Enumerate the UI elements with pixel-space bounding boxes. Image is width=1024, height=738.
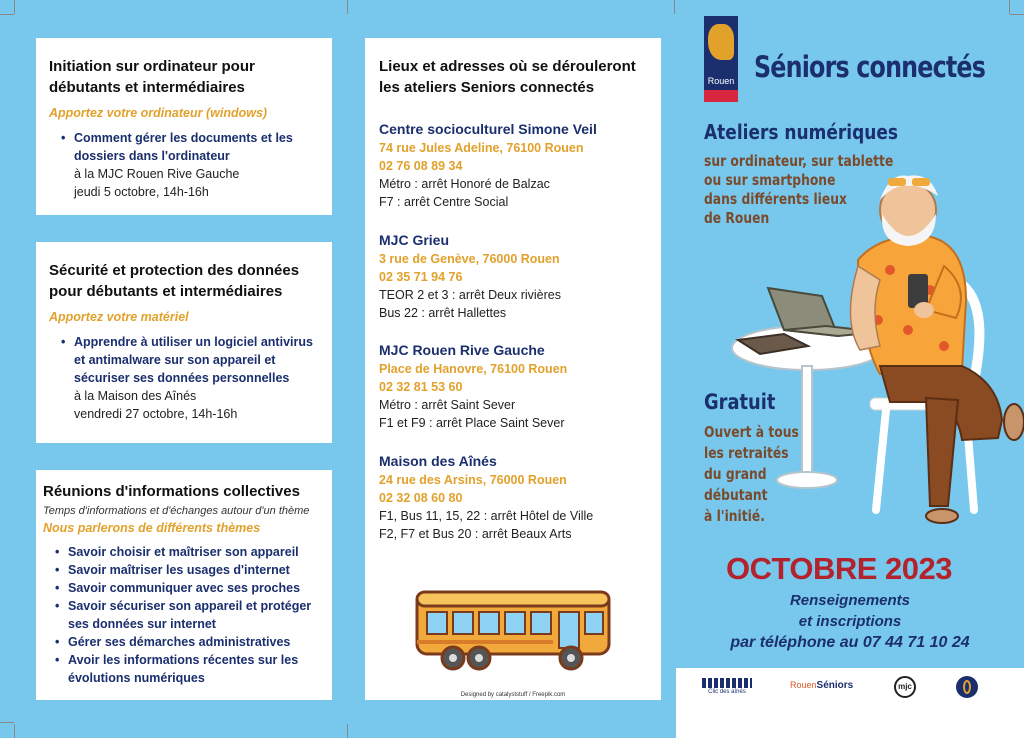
venue-phone: 02 76 08 89 34 — [379, 159, 463, 173]
venue-name: Maison des Aînés — [379, 453, 497, 469]
clic-text: Clic des aînés — [708, 689, 746, 695]
list-item: • Comment gérer les documents et les dossiers dans l'ordinateur — [61, 129, 319, 165]
venue-name: Centre socioculturel Simone Veil — [379, 121, 597, 137]
bus-illustration — [413, 586, 615, 672]
venue-transport: Métro : arrêt Saint Sever — [379, 398, 516, 412]
ateliers-heading: Ateliers numériques — [704, 120, 898, 144]
registration-line: et inscriptions — [798, 613, 902, 630]
list-item: • Savoir communiquer avec ses proches — [55, 579, 326, 597]
list-item: • Apprendre à utiliser un logiciel antivirus et antimalware sur son appareil et sécuriser ses données personnelles — [61, 333, 319, 387]
venue-block — [379, 451, 647, 543]
audience-line: à l'initié. — [704, 507, 765, 525]
mjc-logo: mjc — [894, 676, 916, 698]
card-place: à la MJC Rouen Rive Gauche — [74, 167, 240, 181]
crop-mark — [0, 14, 14, 15]
description-line: dans différents lieux — [704, 190, 847, 208]
card-place: à la Maison des Aînés — [74, 389, 197, 403]
rouen-seniors-text-a: Rouen — [790, 680, 817, 690]
workshop-card-security — [36, 242, 332, 443]
card-note: Temps d'informations et d'échanges autour d'un thème — [43, 505, 310, 517]
venues-title: Lieux et adresses où se dérouleront les ateliers Seniors connectés — [379, 58, 636, 96]
partner-logos — [676, 668, 1024, 738]
card-title: Initiation sur ordinateur pour débutants et intermédiaires — [49, 58, 255, 96]
rouen-logo — [704, 16, 738, 102]
card-date: vendredi 27 octobre, 14h-16h — [74, 407, 238, 421]
description-line: de Rouen — [704, 209, 770, 227]
venue-transport: F7 : arrêt Centre Social — [379, 195, 509, 209]
logo-text: Rouen — [707, 76, 735, 86]
workshop-card-computer — [36, 38, 332, 215]
venue-phone: 02 32 81 53 60 — [379, 380, 463, 394]
registration-line: Renseignements — [789, 592, 911, 609]
audience-text — [704, 422, 799, 527]
card-subtitle: Apportez votre matériel — [49, 310, 189, 324]
card-title: Réunions d'informations collectives — [43, 483, 300, 500]
illustration-credit: Designed by catalyststuff / Freepik.com — [460, 692, 566, 698]
venue-transport: F1, Bus 11, 15, 22 : arrêt Hôtel de Ville — [379, 509, 594, 523]
list-item: • Avoir les informations récentes sur les évolutions numériques — [55, 651, 326, 687]
venue-block — [379, 119, 647, 211]
description-line: ou sur smartphone — [704, 171, 836, 189]
venues-card — [365, 38, 661, 700]
month-heading: OCTOBRE 2023 — [726, 551, 953, 586]
page-title: Séniors connectés — [754, 50, 986, 84]
venue-address: 3 rue de Genève, 76000 Rouen — [379, 252, 560, 266]
crop-mark — [347, 724, 348, 738]
rouen-seniors-text-b: Séniors — [816, 680, 854, 691]
info-meetings-card — [36, 470, 332, 700]
venue-name: MJC Rouen Rive Gauche — [379, 342, 545, 358]
card-date: jeudi 5 octobre, 14h-16h — [74, 185, 209, 199]
crop-mark — [14, 0, 15, 14]
venue-address: 24 rue des Arsins, 76000 Rouen — [379, 473, 567, 487]
venue-phone: 02 35 71 94 76 — [379, 270, 463, 284]
venue-address: 74 rue Jules Adeline, 76100 Rouen — [379, 141, 584, 155]
logo-red-band — [704, 90, 738, 102]
venue-transport: F2, F7 et Bus 20 : arrêt Beaux Arts — [379, 527, 572, 541]
people-icon — [702, 678, 752, 688]
card-subtitle: Apportez votre ordinateur (windows) — [49, 106, 268, 120]
venue-name: MJC Grieu — [379, 232, 450, 248]
crop-mark — [14, 724, 15, 738]
venue-transport: TEOR 2 et 3 : arrêt Deux rivières — [379, 288, 562, 302]
list-item: • Savoir sécuriser son appareil et protéger ses données sur internet — [55, 597, 326, 633]
audience-line: Ouvert à tous — [704, 423, 799, 441]
audience-line: débutant — [704, 486, 768, 504]
cover-panel — [676, 0, 1024, 738]
card-subtitle: Nous parlerons de différents thèmes — [43, 521, 261, 535]
venue-phone: 02 32 08 60 80 — [379, 491, 463, 505]
venue-block — [379, 230, 647, 322]
crop-mark — [674, 0, 675, 14]
rouen-seniors-logo — [790, 680, 853, 691]
ring-icon — [963, 680, 971, 694]
crop-mark — [0, 722, 14, 723]
list-item: • Savoir choisir et maîtriser son appareil — [55, 543, 326, 561]
venue-transport: Bus 22 : arrêt Hallettes — [379, 306, 507, 320]
list-item: • Gérer ses démarches administratives — [55, 633, 326, 651]
audience-line: du grand — [704, 465, 767, 483]
description-line: sur ordinateur, sur tablette — [704, 152, 894, 170]
list-item: • Savoir maîtriser les usages d'internet — [55, 561, 326, 579]
venue-transport: F1 et F9 : arrêt Place Saint Sever — [379, 416, 565, 430]
maison-aines-logo — [956, 676, 978, 698]
lion-icon — [708, 24, 734, 60]
clic-logo — [702, 678, 752, 695]
venue-transport: Métro : arrêt Honoré de Balzac — [379, 177, 550, 191]
card-title: Sécurité et protection des données pour débutants et intermédiaires — [49, 262, 300, 300]
free-label: Gratuit — [704, 390, 776, 414]
venue-address: Place de Hanovre, 76100 Rouen — [379, 362, 568, 376]
crop-mark — [347, 0, 348, 14]
venue-block — [379, 340, 647, 432]
audience-line: les retraités — [704, 444, 789, 462]
registration-phone: par téléphone au 07 44 71 10 24 — [730, 634, 970, 651]
